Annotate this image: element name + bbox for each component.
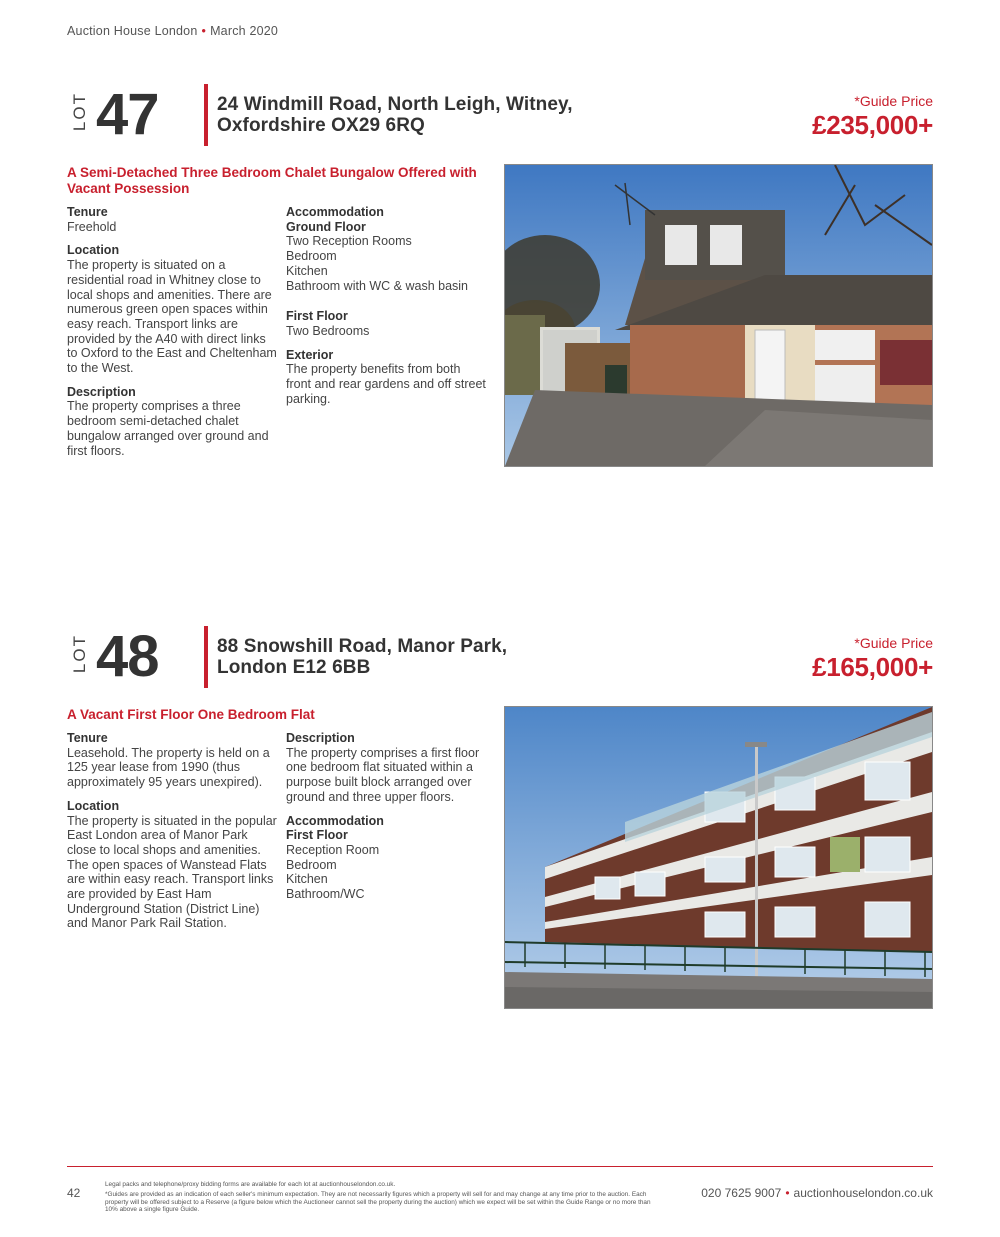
location-heading: Location	[67, 798, 120, 813]
tenure-heading: Tenure	[67, 205, 108, 219]
lot-divider-bar	[204, 626, 208, 688]
guide-price-label: *Guide Price	[854, 635, 933, 651]
first-floor-heading: First Floor	[286, 309, 348, 324]
bullet-dot-icon: •	[785, 1186, 790, 1200]
lot-details-right	[286, 205, 486, 406]
room-item: Bedroom	[286, 857, 337, 872]
room-item: Two Reception Rooms	[286, 234, 412, 249]
address-line-2: London E12 6BB	[217, 657, 371, 678]
phone-number: 020 7625 9007	[701, 1186, 782, 1200]
ground-floor-heading: Ground Floor	[286, 219, 366, 234]
description-heading: Description	[67, 384, 136, 399]
location-heading: Location	[67, 243, 120, 258]
website-link[interactable]: auctionhouselondon.co.uk	[793, 1186, 933, 1200]
room-item: Bathroom/WC	[286, 887, 365, 902]
exterior-heading: Exterior	[286, 347, 334, 362]
page-header	[67, 24, 278, 38]
tenure-heading: Tenure	[67, 731, 108, 745]
guide-price: £165,000+	[812, 652, 933, 682]
lot-address	[217, 636, 507, 678]
accommodation-heading: Accommodation	[286, 205, 384, 219]
lot-label: LOT	[70, 92, 89, 132]
lot-details-left	[67, 205, 277, 458]
property-photo-bungalow	[504, 164, 933, 467]
flats-illustration	[505, 707, 932, 1008]
fine-print	[105, 1181, 665, 1214]
description-text: The property comprises a three bedroom semi-detached chalet bungalow arranged over ground and first floors.	[67, 399, 269, 458]
guide-price: £235,000+	[812, 110, 933, 140]
room-item: Bathroom with WC & wash basin	[286, 278, 469, 293]
location-text: The property is situated on a residential road in Whitney close to local shops and amenities. There are numerous green open spaces within easy reach. Transport links are provided by the A40 with direct links to Oxford to the East and Cheltenham to the West.	[67, 258, 277, 376]
bullet-dot-icon: •	[201, 24, 207, 38]
contact-info	[701, 1186, 933, 1200]
address-line-1: 24 Windmill Road, North Leigh, Witney,	[217, 94, 573, 115]
lot-label: LOT	[70, 634, 89, 674]
lot-number: 48	[96, 624, 159, 689]
accommodation-heading: Accommodation	[286, 813, 384, 828]
lot-details-right	[286, 731, 496, 902]
tenure-text: Freehold	[67, 219, 117, 234]
description-text: The property comprises a first floor one bedroom flat situated within a purpose built block arranged over ground and three upper floors.	[286, 745, 480, 804]
issue-date: March 2020	[210, 24, 279, 38]
fine-print-guide: *Guides are provided as an indication of each seller's minimum expectation. They are not necessarily figures which a property will sell for and may change at any time prior to the auction. Each property will be offered subject to a Reserve (a figure below which the Auctioneer cannot sell the property during the auction) which we expect will be set within the Guide Range or no more than 10% above a single figure Guide.	[105, 1190, 651, 1214]
guide-price-label: *Guide Price	[854, 93, 933, 109]
page-number: 42	[67, 1186, 81, 1200]
lot-divider-bar	[204, 84, 208, 146]
exterior-text: The property benefits from both front and rear gardens and off street parking.	[286, 362, 486, 406]
location-text: The property is situated in the popular East London area of Manor Park close to local shops and amenities. The open spaces of Wanstead Flats are within easy reach. Transport links are provided by East Ham Underground Station (District Line) and Manor Park Rail Station.	[67, 813, 277, 931]
lot-details-left	[67, 731, 277, 931]
lot-subtitle: A Semi-Detached Three Bedroom Chalet Bungalow Offered with Vacant Possession	[67, 165, 477, 196]
lot-address	[217, 94, 573, 136]
room-item: Two Bedrooms	[286, 323, 370, 338]
room-item: Bedroom	[286, 249, 337, 264]
fine-print-legal: Legal packs and telephone/proxy bidding forms are available for each lot at auctionhouselondon.co.uk.	[105, 1181, 396, 1188]
lot-subtitle: A Vacant First Floor One Bedroom Flat	[67, 707, 315, 722]
tenure-text: Leasehold. The property is held on a 125 year lease from 1990 (thus approximately 95 years unexpired).	[67, 745, 270, 790]
lot-number: 47	[96, 82, 159, 147]
room-item: Kitchen	[286, 263, 328, 278]
brand-name: Auction House London	[67, 24, 198, 38]
address-line-1: 88 Snowshill Road, Manor Park,	[217, 636, 508, 657]
footer-divider	[67, 1166, 933, 1167]
room-item: Kitchen	[286, 872, 328, 887]
address-line-2: Oxfordshire OX29 6RQ	[217, 115, 425, 136]
property-photo-flats	[504, 706, 933, 1009]
first-floor-heading: First Floor	[286, 828, 348, 843]
room-item: Reception Room	[286, 842, 380, 857]
description-heading: Description	[286, 731, 355, 745]
bungalow-illustration	[505, 165, 932, 466]
